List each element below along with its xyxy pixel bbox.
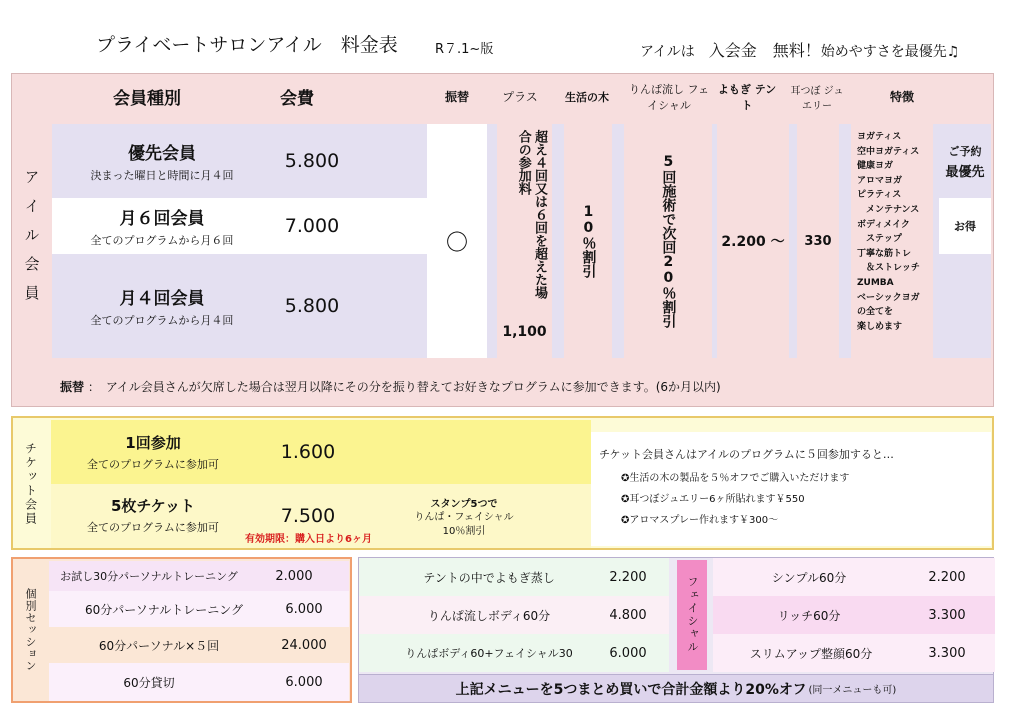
stamp-line-2: りんぱ・フェイシャル [414, 512, 514, 524]
ticket-validity: 有効期限：購入日より6ヶ月 [245, 534, 372, 545]
feature-list: ヨガティス 空中ヨガティス 健康ヨガ アロマヨガ ピラティス メンテナンス ボディメイク ステップ 丁寧な筋トレ ＆ストレッチ ZUMBA ベーシックヨガ の全てを 楽しめます [857, 132, 920, 332]
ticket-side-label: チケット会員 [23, 442, 38, 526]
lymph-text: 5回施術で次回20％割引 [660, 154, 677, 328]
personal-section [11, 557, 352, 703]
body-item-name: りんぱ流しボディ60分 [427, 608, 551, 623]
header-fee: 会費 [280, 88, 314, 109]
plan-desc: 決まった曜日と時間に月４回 [90, 169, 234, 182]
bundle-banner [359, 674, 993, 702]
plan-name: 月４回会員 [119, 289, 205, 309]
ticket-fee: 7.500 [280, 505, 336, 527]
badge-priority [939, 124, 991, 198]
personal-item-price: 2.000 [275, 568, 313, 584]
member-section [11, 73, 994, 407]
earring-gap [789, 124, 797, 358]
ticket-desc: 全てのプログラムに参加可 [87, 458, 219, 471]
facial-label: フェイシャル [677, 560, 707, 670]
transfer-note [60, 378, 980, 395]
notice-main: 入会金 無料！ [708, 41, 821, 60]
yomogi-price: 2.200 ～ [717, 124, 789, 358]
header-earring: 耳つぼ ジュエリー [790, 86, 844, 112]
feature-column [851, 124, 933, 358]
plan-fee: 7.000 [284, 215, 340, 237]
facial-item-price: 2.200 [928, 569, 966, 585]
page-title: プライベートサロンアイル 料金表 [96, 34, 398, 56]
facial-item-price: 3.300 [928, 645, 966, 661]
lymph-gap [612, 124, 624, 358]
badge-column [939, 124, 991, 358]
badge-priority-1: ご予約 [948, 144, 982, 158]
transfer-note-text: ： アイル会員さんが欠席した場合は翌月以降にその分を振り替えてお好きなプログラムに参加できます。(6か月以内) [87, 380, 721, 394]
benefit-item: ✪耳つぼジュエリー6ヶ所貼れます￥550 [621, 494, 805, 505]
plus-gap [487, 124, 497, 358]
personal-side-label: 個別セッション [24, 588, 37, 672]
facial-item-name: シンプル60分 [771, 570, 847, 585]
plan-desc: 全てのプログラムから月４回 [90, 314, 234, 327]
facial-item-name: スリムアップ整顔60分 [749, 646, 873, 661]
personal-item-name: 60分貸切 [123, 675, 175, 690]
tree-text: 10％割引 [580, 204, 597, 278]
lymph-column [624, 124, 712, 358]
plan-name: 月６回会員 [119, 209, 205, 229]
ticket-stamp [399, 492, 529, 544]
ticket-benefits [591, 432, 991, 546]
ticket-name: 1回参加 [125, 434, 181, 452]
body-item-name: りんぱボディ60+フェイシャル30 [405, 647, 573, 660]
header-lymph: りんぱ流し フェイシャル [629, 83, 709, 112]
ticket-desc: 全てのプログラムに参加可 [87, 521, 219, 534]
header-tree: 生活の木 [565, 91, 609, 104]
ticket-name: 5枚チケット [110, 497, 196, 515]
header-plus: プラス [502, 89, 538, 104]
menu-section [358, 557, 994, 703]
personal-item-name: お試し30分パーソナルトレーニング [60, 570, 238, 583]
ticket-single [53, 424, 253, 480]
plan-desc: 全てのプログラムから月６回 [90, 234, 234, 247]
badge-empty [939, 254, 991, 358]
personal-item-price: 24.000 [281, 637, 327, 653]
header-yomogi: よもぎ テント [717, 83, 777, 112]
body-item-name: テントの中でよもぎ蒸し [423, 570, 555, 585]
personal-item-price: 6.000 [285, 601, 323, 617]
benefit-item: ✪アロマスプレー作れます￥300～ [621, 515, 779, 526]
member-side-label: アイル会員 [22, 168, 41, 314]
header-type: 会員種別 [113, 88, 181, 109]
plus-fee: 1,100 [502, 324, 547, 340]
notice-suffix: 始めやすさを最優先♫ [820, 44, 960, 60]
ticket-five [53, 490, 253, 540]
header-feature: 特徴 [889, 89, 914, 104]
benefit-list [591, 462, 991, 531]
ticket-fee: 1.600 [280, 441, 336, 463]
transfer-note-label: 振替 [60, 380, 85, 394]
badge-deal: お得 [939, 198, 991, 254]
plan-fee: 5.800 [284, 295, 340, 317]
benefit-title: チケット会員さんはアイルのプログラムに５回参加すると… [599, 448, 894, 461]
notice-prefix: アイルは [640, 44, 709, 60]
plus-text: 超え４回又は６回を超えた場合の参加料 [515, 130, 547, 299]
stamp-line-3: 10％割引 [442, 525, 486, 537]
facial-item-name: リッチ60分 [777, 608, 841, 623]
plan-priority [52, 124, 272, 198]
body-item-price: 4.800 [609, 607, 647, 623]
header-transfer: 振替 [444, 89, 469, 104]
benefit-item: ✪生活の木の製品を５％オフでご購入いただけます [621, 473, 850, 484]
plan-four [52, 254, 272, 358]
tree-gap [552, 124, 564, 358]
bundle-main: 上記メニューを5つまとめ買いで合計金額より20%オフ [455, 681, 807, 698]
personal-item-price: 6.000 [285, 674, 323, 690]
facial-item-price: 3.300 [928, 607, 966, 623]
earring-price: 330 [797, 124, 839, 358]
personal-item-name: 60分パーソナル×５回 [98, 638, 220, 653]
personal-item-name: 60分パーソナルトレーニング [85, 602, 243, 617]
plan-fee: 5.800 [284, 150, 340, 172]
version-label: R７.1~版 [435, 42, 494, 57]
feature-gap [839, 124, 851, 358]
plan-six [52, 198, 272, 254]
body-item-price: 6.000 [609, 645, 647, 661]
notice [640, 38, 959, 61]
body-item-price: 2.200 [609, 569, 647, 585]
bundle-sub: (同一メニューも可) [808, 685, 897, 696]
ticket-section [11, 416, 994, 550]
plus-column [497, 124, 552, 358]
plan-name: 優先会員 [128, 144, 196, 164]
stamp-line-1: スタンプ5つで [430, 498, 498, 510]
badge-priority-2: 最優先 [945, 164, 985, 180]
tree-column [564, 124, 612, 358]
transfer-mark: 〇 [427, 124, 487, 358]
